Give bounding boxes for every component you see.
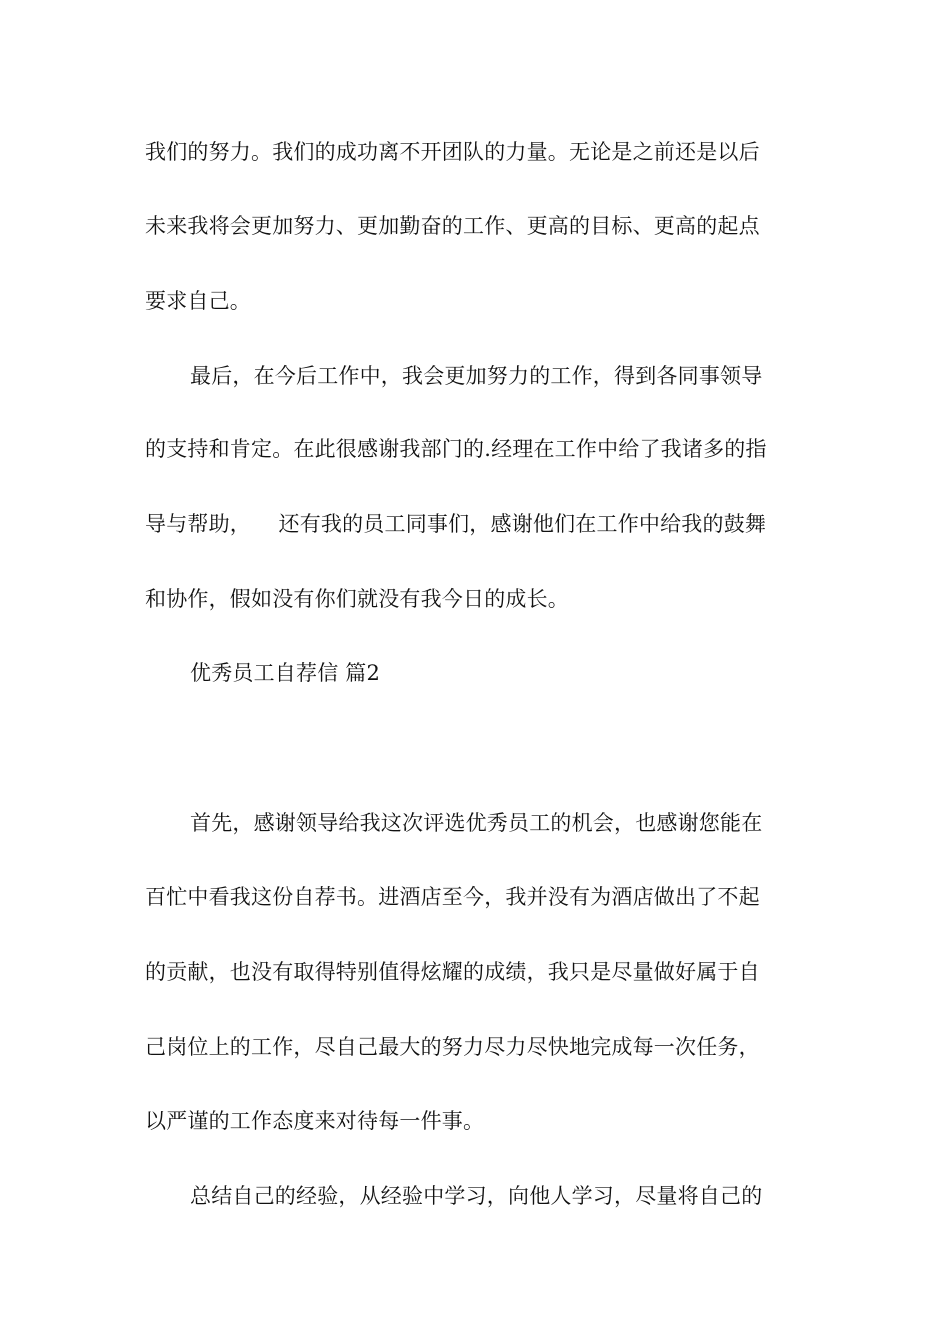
paragraph-line: 百忙中看我这份自荐书。进酒店至今，我并没有为酒店做出了不起 [145,885,760,909]
paragraph-line: 以严谨的工作态度来对待每一件事。 [145,1109,485,1133]
paragraph-line: 己岗位上的工作，尽自己最大的努力尽力尽快地完成每一次任务， [145,1035,760,1059]
paragraph-line: 首先，感谢领导给我这次评选优秀员工的机会，也感谢您能在 [190,811,763,835]
paragraph-line: 和协作，假如没有你们就没有我今日的成长。 [145,587,569,611]
paragraph-line: 导与帮助， 还有我的员工同事们，感谢他们在工作中给我的鼓舞 [145,512,767,536]
section-heading: 优秀员工自荐信 篇2 [190,661,381,685]
paragraph-line: 未来我将会更加努力、更加勤奋的工作、更高的目标、更高的起点 [145,214,760,238]
paragraph-line: 要求自己。 [145,289,251,313]
paragraph-line: 我们的努力。我们的成功离不开团队的力量。无论是之前还是以后 [145,140,760,164]
paragraph-line: 总结自己的经验，从经验中学习，向他人学习，尽量将自己的 [190,1184,763,1208]
paragraph-line: 最后，在今后工作中，我会更加努力的工作，得到各同事领导 [190,364,763,388]
paragraph-line: 的支持和肯定。在此很感谢我部门的.经理在工作中给了我诸多的指 [145,437,767,461]
paragraph-line: 的贡献，也没有取得特别值得炫耀的成绩，我只是尽量做好属于自 [145,960,760,984]
